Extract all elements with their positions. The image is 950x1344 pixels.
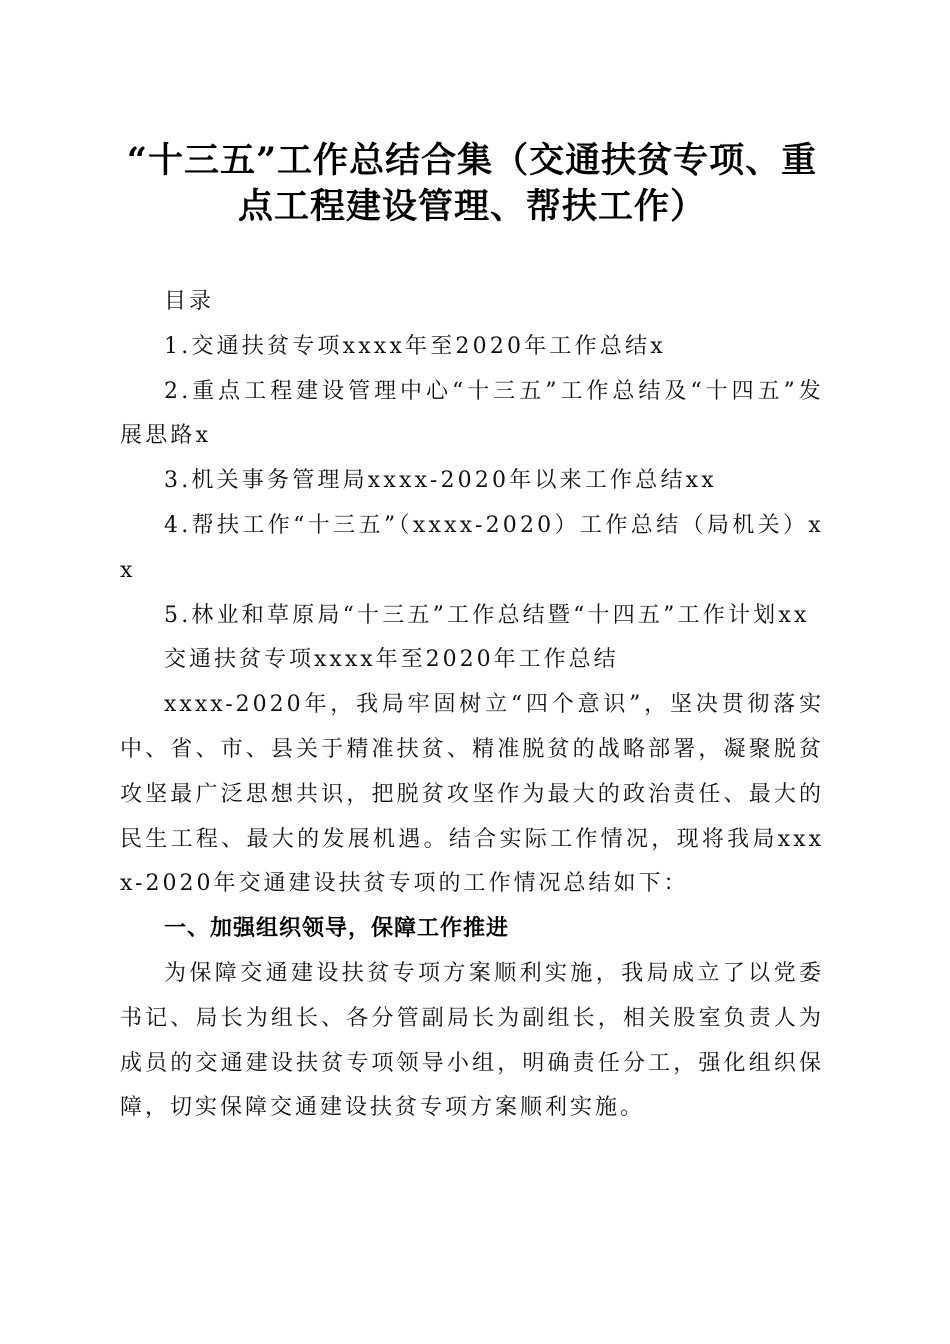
document-body (120, 280, 824, 1131)
toc-item-2: 2.重点工程建设管理中心“十三五”工作总结及“十四五”发展思路x (120, 378, 824, 449)
document-title-line-1: “十三五”工作总结合集（交通扶贫专项、重 (126, 140, 818, 181)
toc-item-5: 5.林业和草原局“十三五”工作总结暨“十四五”工作计划xx (164, 602, 810, 628)
toc-label: 目录 (164, 289, 215, 314)
document-title-line-2: 点工程建设管理、帮扶工作） (237, 186, 706, 227)
section-title: 交通扶贫专项xxxx年至2020年工作总结 (164, 647, 619, 673)
toc-item-1: 1.交通扶贫专项xxxx年至2020年工作总结x (164, 333, 666, 359)
intro-paragraph: xxxx-2020年，我局牢固树立“四个意识”，坚决贯彻落实中、省、市、县关于精准扶贫、精准脱贫的战略部署，凝聚脱贫攻坚最广泛思想共识，把脱贫攻坚作为最大的政治责任、最大的民生工程、最大的发展机遇。结合实际工作情况，现将我局xxxx-2020年交通建设扶贫专项的工作情况总结如下： (120, 692, 824, 897)
section-heading-1: 一、加强组织领导，保障工作推进 (164, 916, 510, 942)
toc-item-4: 4.帮扶工作“十三五”（xxxx-2020）工作总结（局机关）xx (120, 512, 824, 583)
document-page (120, 138, 824, 1131)
document-title (120, 138, 824, 230)
toc-item-3: 3.机关事务管理局xxxx-2020年以来工作总结xx (164, 468, 717, 494)
body-paragraph-1: 为保障交通建设扶贫专项方案顺利实施，我局成立了以党委书记、局长为组长、各分管副局长为副组长，相关股室负责人为成员的交通建设扶贫专项领导小组，明确责任分工，强化组织保障，切实保障交通建设扶贫专项方案顺利实施。 (120, 960, 824, 1121)
